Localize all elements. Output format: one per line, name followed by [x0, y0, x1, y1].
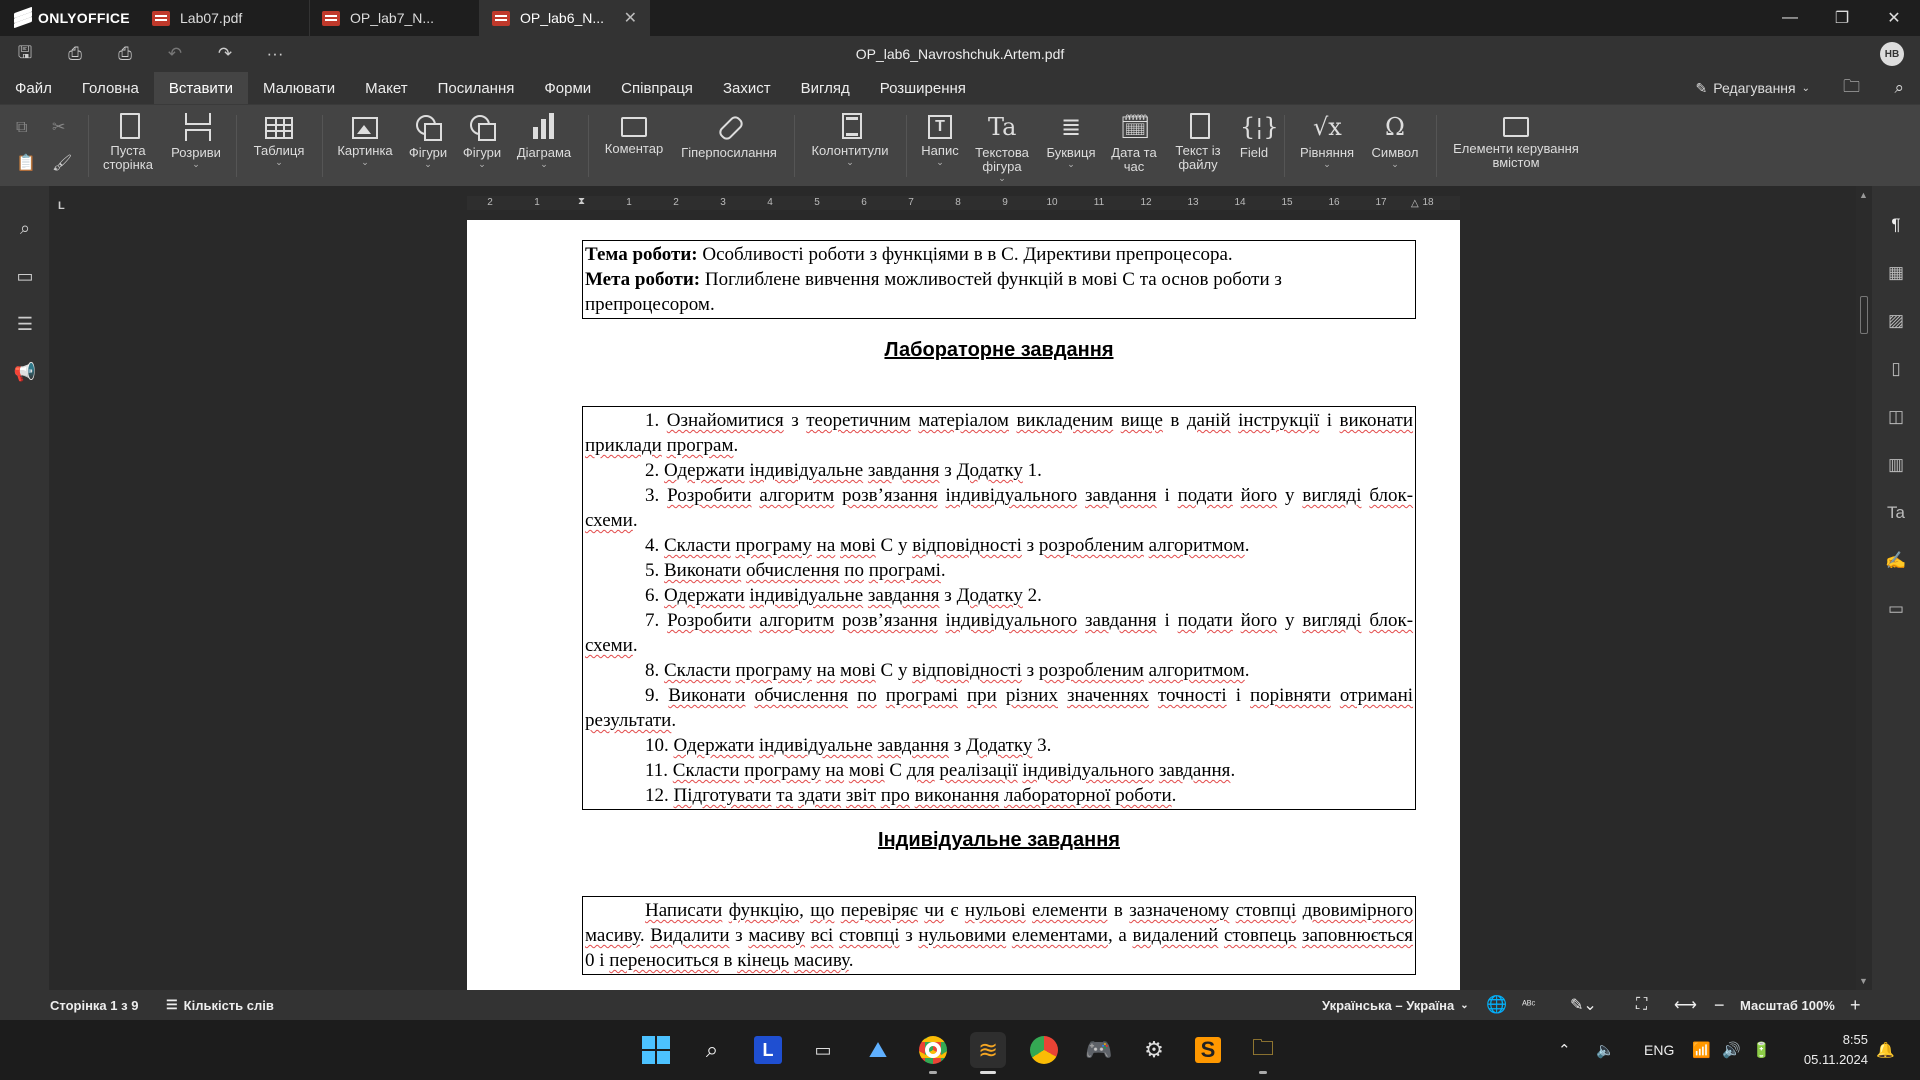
onlyoffice-app-icon[interactable]: ≋ [970, 1032, 1006, 1068]
table-label: Таблиця [253, 143, 305, 158]
paragraph-settings-icon[interactable]: ¶ [1891, 215, 1901, 234]
breaks-label: Розриви [171, 145, 221, 160]
menu-forms[interactable]: Форми [544, 79, 592, 97]
task-item: 9. Виконати обчислення по програмі при різних значеннях точності і порівняти отримані результати. [585, 685, 1414, 731]
chevron-down-icon: ⌄ [846, 157, 854, 167]
notification-bell-icon[interactable]: 🔔 [1876, 1042, 1895, 1059]
drop-cap-icon: ≣ [1060, 113, 1082, 141]
ruler-label: 12 [1140, 197, 1152, 208]
search-icon[interactable]: ⌕ [705, 1037, 719, 1062]
ruler-label: 7 [908, 197, 914, 208]
task-item: 8. Скласти програму на мові С у відповідності з розробленим алгоритмом. [645, 660, 1250, 681]
page-counter[interactable]: Сторінка 1 з 9 [50, 997, 139, 1013]
zoom-level[interactable]: Масштаб 100% [1740, 997, 1835, 1013]
individual-task-text: Написати функцію, що перевіряє чи є нульові елементи в зазначеному стовпці двовимірного масиву. Видалити з масиву всі стовпці з нульовими елементами, а видалений стовпець заповнюється 0 і переноситься в кінець масиву. [585, 900, 1414, 971]
word-count-button[interactable] [166, 990, 274, 1020]
document-title: OP_lab6_Navroshchuk.Artem.pdf [855, 46, 1065, 62]
goal-label: Мета роботи: [585, 269, 701, 290]
content-controls-label: Елементи керування вмістом [1453, 141, 1579, 170]
menu-bar [0, 72, 1920, 104]
right-indent-marker[interactable]: △ [1411, 198, 1419, 209]
close-tab-icon[interactable]: ✕ [623, 10, 637, 27]
speaker-icon[interactable]: 🔈 [1596, 1042, 1615, 1059]
task-item: 4. Скласти програму на мові С у відповідності з розробленим алгоритмом. [645, 535, 1250, 556]
drop-cap-label: Буквиця [1046, 145, 1096, 160]
horizontal-ruler[interactable] [467, 196, 1460, 210]
input-language[interactable]: ENG [1644, 1042, 1675, 1058]
zoom-in-icon[interactable]: + [1850, 994, 1861, 1015]
quick-access-bar [0, 36, 1920, 72]
content-controls-icon [1503, 117, 1529, 137]
hyperlink-label: Гіперпосилання [681, 145, 777, 160]
scroll-down-icon[interactable]: ▼ [1859, 976, 1868, 986]
pencil-icon: ✎ [1695, 79, 1708, 96]
battery-icon[interactable]: 🔋 [1752, 1042, 1771, 1059]
ruler-label: 4 [767, 197, 773, 208]
document-page[interactable] [467, 220, 1460, 990]
ruler-label: 1 [534, 197, 540, 208]
field-label: Field [1239, 145, 1269, 160]
shapes-button[interactable] [400, 113, 456, 169]
chevron-down-icon: ⌄ [361, 157, 369, 167]
shapes-icon [414, 113, 442, 141]
equation-button[interactable] [1292, 113, 1362, 169]
header-footer-icon [842, 113, 862, 139]
word-count-icon: ☰ [166, 997, 178, 1012]
ruler-label: 1 [626, 197, 632, 208]
chevron-down-icon: ⌄ [478, 159, 486, 169]
symbol-button[interactable] [1362, 113, 1428, 169]
clock[interactable] [1804, 1030, 1868, 1070]
zoom-out-icon[interactable]: − [1714, 994, 1725, 1015]
chevron-down-icon: ⌄ [424, 159, 432, 169]
tab-label: Lab07.pdf [180, 10, 243, 26]
window-controls [1764, 0, 1920, 36]
image-settings-icon[interactable]: ▨ [1887, 311, 1905, 330]
pdf-file-icon [152, 11, 170, 26]
ruler-label: 9 [1002, 197, 1008, 208]
edit-mode-label: Редагування [1713, 80, 1796, 96]
save-icon[interactable]: 🖫 [17, 42, 33, 62]
ruler-label: 15 [1281, 197, 1293, 208]
chevron-down-icon: ⌄ [540, 159, 548, 169]
ruler-label: 10 [1046, 197, 1058, 208]
insert-ribbon [0, 104, 1920, 186]
minimize-icon[interactable]: — [1782, 9, 1798, 26]
chevron-down-icon: ⌄ [275, 157, 283, 167]
chart-icon [530, 113, 558, 141]
image-label: Картинка [337, 143, 393, 158]
windows-taskbar [0, 1020, 1920, 1080]
goal-text: Поглиблене вивчення можливостей функцій в мові С та основ роботи з препроцесором. [585, 269, 1282, 315]
windows-logo-icon [642, 1036, 670, 1064]
chrome-icon[interactable] [1026, 1032, 1062, 1068]
fit-page-icon[interactable]: ⛶ [1636, 996, 1648, 1013]
ruler-label: 2 [673, 197, 679, 208]
ruler-label: 2 [487, 197, 493, 208]
volume-icon[interactable]: 🔊 [1722, 1042, 1741, 1059]
menu-references[interactable]: Посилання [437, 79, 515, 97]
format-painter-icon[interactable]: 🖌 [52, 155, 73, 172]
hyperlink-button[interactable] [672, 113, 786, 160]
photos-icon[interactable]: ⛰ [868, 1037, 888, 1062]
task-item: 5. Виконати обчислення по програмі. [645, 560, 946, 581]
scroll-up-icon[interactable]: ▲ [1859, 190, 1868, 200]
right-sidebar [1872, 186, 1920, 990]
text-file-icon [1190, 113, 1210, 139]
paste-icon[interactable]: 📋 [16, 155, 36, 172]
comment-button[interactable] [596, 113, 672, 156]
lab-task-heading: Лабораторне завдання [884, 339, 1114, 361]
text-box-label: Напис [921, 143, 959, 158]
table-settings-icon[interactable]: ▦ [1887, 263, 1905, 282]
clock-date: 05.11.2024 [1803, 1052, 1868, 1067]
chevron-down-icon: ⌄ [1801, 82, 1810, 94]
text-art-button[interactable] [968, 113, 1036, 183]
chevron-down-icon: ⌄ [936, 157, 944, 167]
blank-page-icon [120, 113, 140, 139]
smartart-icon [468, 113, 496, 141]
header-settings-icon[interactable]: ▯ [1891, 359, 1901, 378]
ruler-label: 3 [720, 197, 726, 208]
cut-icon[interactable]: ✂ [52, 119, 66, 136]
menu-view[interactable]: Вигляд [800, 79, 850, 97]
edit-mode-dropdown[interactable] [1696, 72, 1811, 104]
open-folder-icon[interactable]: 🗀 [1843, 76, 1860, 96]
windows-start-icon[interactable] [638, 1032, 674, 1068]
spell-check-icon[interactable]: ᴬᴮᶜ [1522, 999, 1536, 1011]
table-icon [265, 117, 293, 139]
text-art-label: Текстова фігура [975, 145, 1029, 174]
link-icon [715, 113, 743, 141]
table-button[interactable] [244, 113, 314, 167]
task-item: 11. Скласти програму на мові С для реалізації індивідуального завдання. [645, 760, 1236, 781]
task-item: 1. Ознайомитися з теоретичним матеріалом викладеним вище в даній інструкції і виконати приклади програм. [585, 410, 1414, 456]
chevron-down-icon: ⌄ [998, 173, 1006, 183]
sublime-icon[interactable]: S [1190, 1032, 1226, 1068]
language-selector[interactable] [1322, 990, 1469, 1020]
form-settings-icon[interactable]: ▭ [1887, 599, 1905, 618]
chart-label: Діаграма [516, 145, 572, 160]
ruler-label: 13 [1187, 197, 1199, 208]
chevron-down-icon: ⌄ [192, 159, 200, 169]
onlyoffice-logo-icon [14, 10, 32, 26]
menu-collaboration[interactable]: Співпраця [621, 79, 693, 97]
menu-layout[interactable]: Макет [365, 79, 408, 97]
restore-icon[interactable]: ❐ [1834, 10, 1850, 27]
equation-icon: √x [1313, 113, 1342, 141]
text-box-button[interactable] [912, 113, 968, 167]
omega-icon: Ω [1385, 113, 1405, 141]
chrome-icon[interactable] [915, 1032, 951, 1068]
language-label: Українська – Україна [1322, 997, 1455, 1013]
scrollbar-thumb[interactable] [1860, 296, 1868, 334]
task-item: 6. Одержати індивідуальне завдання з Додатку 2. [645, 585, 1042, 606]
menu-insert[interactable]: Вставити [154, 72, 248, 104]
comments-icon[interactable]: ▭ [16, 266, 34, 286]
page-break-icon [182, 113, 210, 141]
field-button[interactable] [1232, 113, 1279, 160]
smartart-label: Фігури [462, 145, 502, 160]
equation-label: Рівняння [1299, 145, 1355, 160]
title-bar [0, 0, 1920, 36]
individual-task-box[interactable] [582, 896, 1416, 975]
task-item: 12. Підготувати та здати звіт про виконання лабораторної роботи. [645, 785, 1177, 806]
topic-label: Тема роботи: [585, 244, 698, 265]
clock-time: 8:55 [1842, 1032, 1868, 1047]
ruler-label: 11 [1093, 197, 1105, 208]
menu-plugins[interactable]: Розширення [879, 79, 966, 97]
text-art-icon: Ta [988, 113, 1017, 141]
fit-width-icon[interactable]: ⟷ [1674, 997, 1697, 1014]
lumion-app-icon[interactable]: L [750, 1032, 786, 1068]
chart-button[interactable] [508, 113, 580, 169]
search-icon[interactable]: ⌕ [1894, 78, 1904, 97]
track-changes-icon[interactable]: ✎⌄ [1570, 997, 1597, 1014]
left-indent-marker[interactable]: ⧗ [578, 196, 586, 207]
feedback-icon[interactable]: 📢 [13, 362, 37, 382]
task-item: 3. Розробити алгоритм розв’язання індивідуального завдання і подати його у вигляді блок-схеми. [585, 485, 1414, 531]
quick-print-icon[interactable]: ⎙ [118, 44, 132, 63]
brand[interactable] [0, 0, 140, 36]
print-icon[interactable]: ⎙ [68, 44, 82, 63]
individual-task-heading: Індивідуальне завдання [878, 829, 1120, 851]
menu-home[interactable]: Головна [81, 79, 139, 97]
breaks-button[interactable] [164, 113, 228, 169]
document-canvas[interactable] [50, 186, 1872, 990]
image-icon [352, 117, 378, 139]
ruler-label: 16 [1328, 197, 1340, 208]
tab-stop-selector[interactable]: L [58, 200, 65, 212]
text-from-file-label: Текст із файлу [1175, 143, 1221, 172]
chart-settings-icon[interactable]: ▥ [1887, 455, 1905, 474]
undo-icon[interactable]: ↶ [167, 44, 183, 63]
navigation-icon[interactable]: ☰ [16, 314, 34, 334]
chevron-down-icon: ⌄ [1067, 159, 1075, 169]
text-from-file-button[interactable] [1164, 113, 1232, 172]
chevron-down-icon: ⌄ [1323, 159, 1331, 169]
tab-lab07[interactable] [140, 0, 310, 36]
vertical-scrollbar[interactable] [1856, 186, 1872, 990]
brand-label: ONLYOFFICE [38, 10, 130, 26]
ruler-label: 6 [861, 197, 867, 208]
comment-icon [621, 117, 647, 137]
steam-icon[interactable]: ⚙ [1144, 1037, 1164, 1062]
header-footer-label: Колонтитули [811, 143, 889, 158]
copy-icon[interactable]: ⧉ [16, 119, 28, 136]
content-controls-button[interactable] [1444, 113, 1588, 170]
topic-box[interactable] [582, 240, 1416, 319]
menu-protection[interactable]: Захист [722, 79, 771, 97]
symbol-label: Символ [1371, 145, 1419, 160]
tasks-box[interactable] [582, 406, 1416, 810]
redo-icon[interactable]: ↷ [217, 44, 233, 63]
ruler-label: 8 [955, 197, 961, 208]
comment-label: Коментар [604, 141, 664, 156]
file-explorer-icon[interactable]: 🗀 [1245, 1032, 1281, 1068]
terminal-icon[interactable]: ▭ [814, 1039, 832, 1060]
calendar-icon: 🗓 [1120, 113, 1151, 141]
signature-settings-icon[interactable]: ✍ [1885, 551, 1907, 570]
drop-cap-button[interactable] [1038, 113, 1104, 169]
search-icon[interactable]: ⌕ [19, 218, 31, 238]
menu-draw[interactable]: Малювати [263, 79, 336, 97]
ruler-label: 17 [1375, 197, 1387, 208]
date-time-button[interactable] [1104, 113, 1164, 174]
text-box-icon: T [928, 115, 952, 139]
discord-icon[interactable]: 🎮 [1085, 1037, 1113, 1062]
topic-text: Особливості роботи з функціями в в С. Директиви препроцесора. [697, 244, 1233, 265]
shapes-label: Фігури [408, 145, 448, 160]
image-button[interactable] [330, 113, 400, 167]
user-avatar[interactable]: НВ [1880, 42, 1904, 66]
chevron-down-icon: ⌄ [1460, 999, 1469, 1011]
tab-label: OP_lab7_N... [350, 10, 435, 26]
tab-op-lab7[interactable] [310, 0, 480, 36]
task-item: 7. Розробити алгоритм розв’язання індивідуального завдання і подати його у вигляді блок-схеми. [585, 610, 1414, 656]
ruler-label: 18 [1422, 197, 1434, 208]
header-footer-button[interactable] [802, 113, 898, 167]
tab-op-lab6[interactable] [480, 0, 650, 36]
close-window-icon[interactable]: ✕ [1887, 10, 1901, 27]
status-bar [0, 990, 1920, 1020]
chevron-down-icon: ⌄ [1391, 159, 1399, 169]
ruler-label: 5 [814, 197, 820, 208]
globe-icon[interactable]: 🌐 [1486, 995, 1508, 1014]
more-icon[interactable]: ··· [266, 44, 284, 63]
menu-file[interactable]: Файл [15, 79, 52, 97]
wifi-icon[interactable]: 📶 [1692, 1042, 1711, 1059]
date-time-label: Дата та час [1111, 145, 1157, 174]
tab-label: OP_lab6_N... [520, 10, 605, 26]
left-sidebar [0, 186, 50, 990]
task-item: 2. Одержати індивідуальне завдання з Додатку 1. [645, 460, 1042, 481]
blank-page-label: Пуста сторінка [102, 143, 154, 172]
field-icon: {¦} [1240, 113, 1279, 141]
pdf-file-icon [322, 11, 340, 26]
chevron-up-icon[interactable]: ⌃ [1558, 1042, 1571, 1059]
smartart-button[interactable] [456, 113, 508, 169]
ruler-label: 14 [1234, 197, 1246, 208]
word-count-label: Кількість слів [183, 997, 274, 1013]
shape-settings-icon[interactable]: ◫ [1887, 407, 1905, 426]
task-item: 10. Одержати індивідуальне завдання з Додатку 3. [645, 735, 1052, 756]
text-art-settings-icon[interactable]: Ta [1887, 503, 1905, 522]
blank-page-button[interactable] [98, 113, 158, 172]
pdf-file-icon [492, 11, 510, 26]
